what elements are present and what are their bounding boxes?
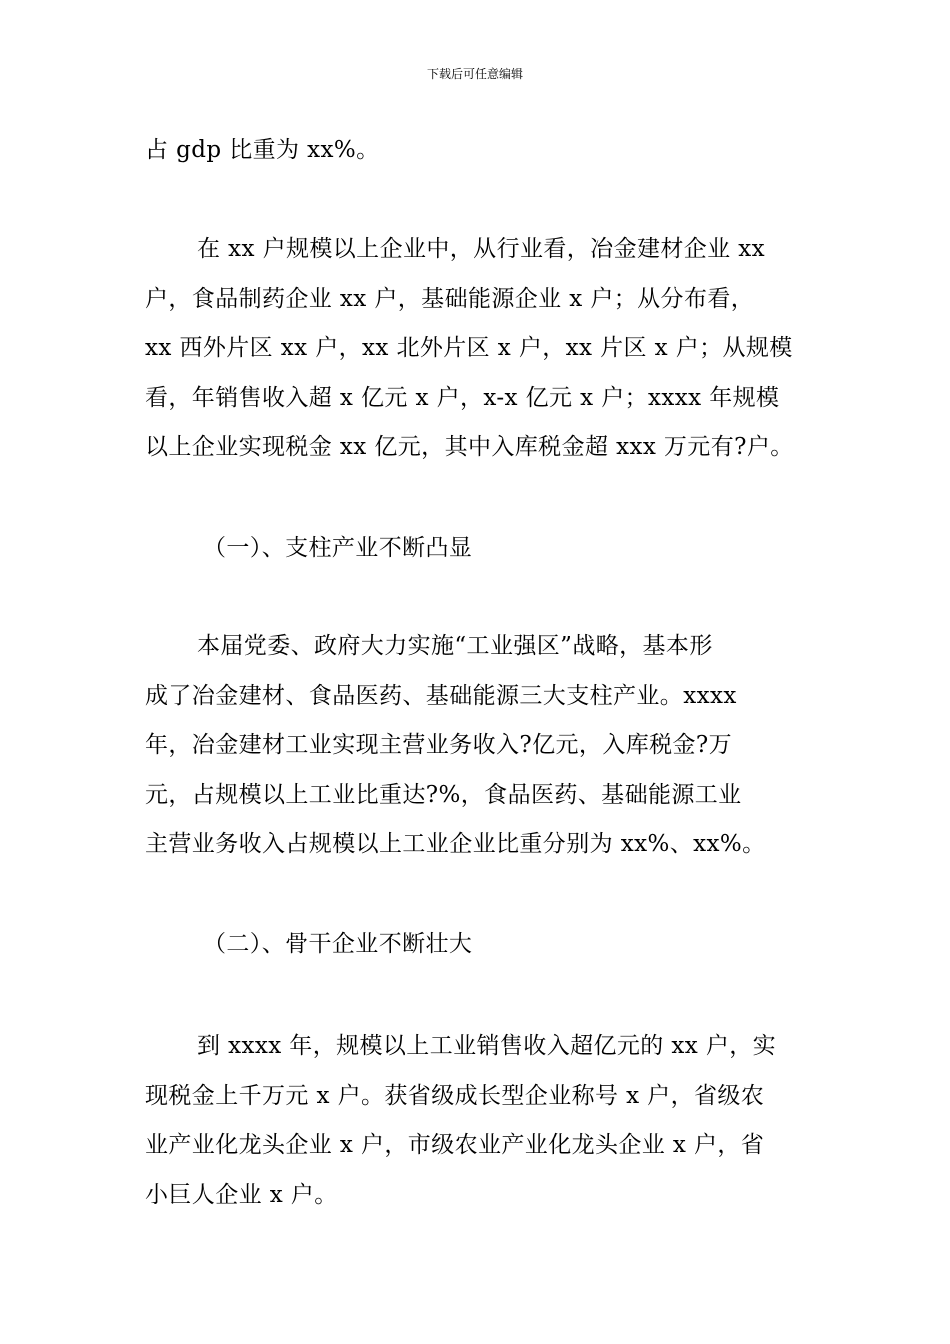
paragraph-line: 现税金上千万元 x 户。获省级成长型企业称号 x 户，省级农	[145, 1082, 765, 1109]
paragraph-line: 在 xx 户规模以上企业中，从行业看，冶金建材企业 xx	[197, 236, 766, 262]
paragraph-line: 占 gdp 比重为 xx%。	[145, 137, 380, 163]
paragraph-line: 看，年销售收入超 x 亿元 x 户，x-x 亿元 x 户；xxxx 年规模	[145, 384, 780, 411]
paragraph-line: xx 西外片区 xx 户，xx 北外片区 x 户，xx 片区 x 户；从规模	[145, 335, 793, 361]
paragraph-line: 主营业务收入占规模以上工业企业比重分别为 xx%、xx%。	[145, 831, 766, 857]
paragraph-continuation	[145, 126, 815, 176]
paragraph-line: 以上企业实现税金 xx 亿元，其中入库税金超 xxx 万元有?户。	[145, 434, 794, 460]
paragraph-key-enterprises	[145, 1022, 815, 1220]
section-heading-1	[145, 524, 815, 574]
page-header: 下载后可任意编辑	[426, 67, 523, 81]
paragraph-pillar-industries	[145, 622, 815, 870]
paragraph-enterprise-stats	[145, 225, 815, 473]
paragraph-line: 业产业化龙头企业 x 户，市级农业产业化龙头企业 x 户，省	[145, 1132, 765, 1158]
section-heading-2	[145, 920, 815, 970]
paragraph-line: 元，占规模以上工业比重达?%，食品医药、基础能源工业	[145, 781, 742, 808]
paragraph-line: 成了冶金建材、食品医药、基础能源三大支柱产业。xxxx	[145, 682, 737, 709]
paragraph-line: 本届党委、政府大力实施“工业强区”战略，基本形	[197, 633, 713, 659]
paragraph-line: 年，冶金建材工业实现主营业务收入?亿元，入库税金?万	[145, 732, 733, 758]
section-heading: （一）、支柱产业不断凸显	[203, 535, 473, 561]
paragraph-line: 小巨人企业 x 户。	[145, 1181, 338, 1208]
section-heading: （二）、骨干企业不断壮大	[203, 931, 473, 957]
paragraph-line: 户，食品制药企业 xx 户，基础能源企业 x 户；从分布看，	[145, 285, 755, 312]
paragraph-line: 到 xxxx 年，规模以上工业销售收入超亿元的 xx 户，实	[197, 1033, 777, 1059]
